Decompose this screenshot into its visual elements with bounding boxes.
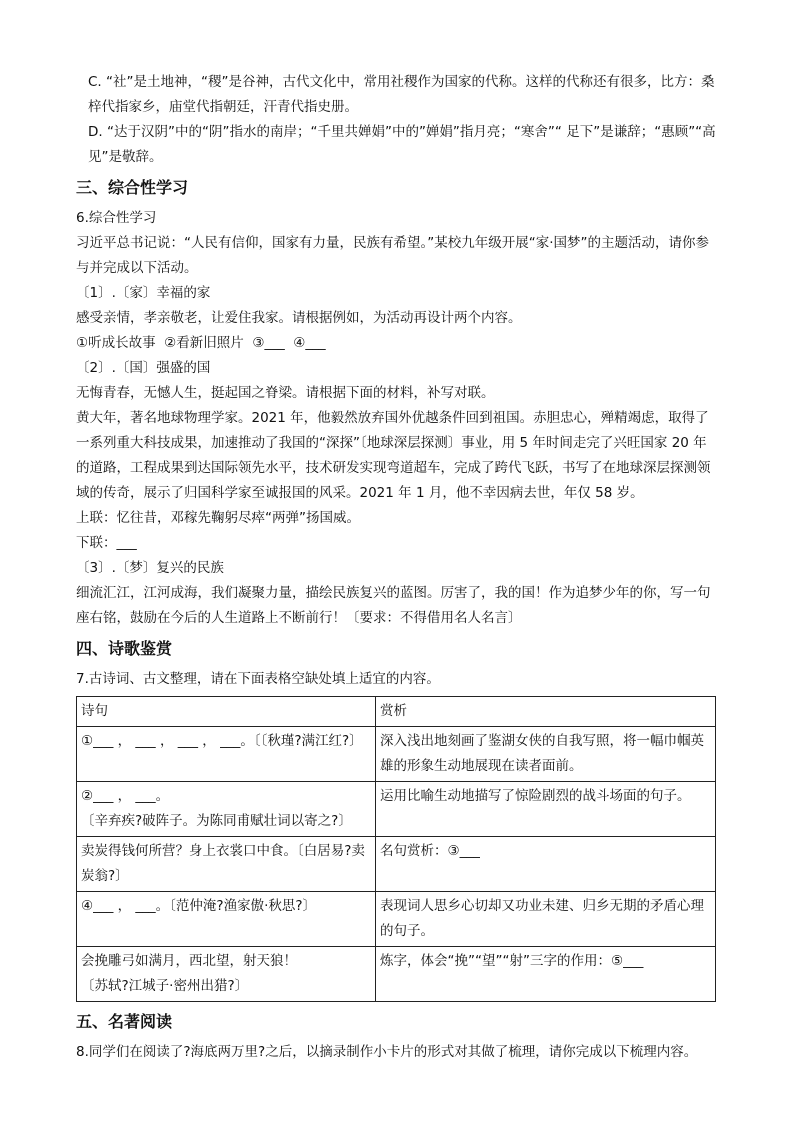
table-cell-poem: ②___ ， ___。 〔辛弃疾?破阵子。为陈同甫赋壮词以寄之?〕 [77, 782, 376, 837]
table-header-poem: 诗句 [77, 697, 376, 727]
table-row [77, 782, 716, 837]
sub2-title: 〔2〕.〔国〕强盛的国 [76, 360, 211, 376]
table-row [77, 727, 716, 782]
table-cell-poem: ①___ ， ___ ， ___ ， ___。〔〔秋瑾?满江红?〕 [77, 727, 376, 782]
sub2-text: 无悔青春，无憾人生，挺起国之脊梁。请根据下面的材料，补写对联。 [76, 385, 495, 401]
sub1-text: 感受亲情，孝亲敬老，让爱住我家。请根据例如，为活动再设计两个内容。 [76, 310, 522, 326]
q6-title: 6.综合性学习 [76, 210, 157, 226]
sub3-text: 细流汇江，江河成海，我们凝聚力量，描绘民族复兴的蓝图。厉害了，我的国！作为追梦少年的你，写一句座右铭，鼓励在今后的人生道路上不断前行！〔要求：不得借用名人名言〕 [76, 585, 711, 626]
q8-text: 8.同学们在阅读了?海底两万里?之后，以摘录制作小卡片的形式对其做了梳理，请你完成以下梳理内容。 [76, 1044, 698, 1060]
table-header-row [77, 697, 716, 727]
table-cell-analysis: 名句赏析：③___ [376, 837, 716, 892]
table-cell-analysis: 深入浅出地刻画了鉴湖女侠的自我写照，将一幅巾帼英雄的形象生动地展现在读者面前。 [376, 727, 716, 782]
couplet-up: 上联：忆往昔，邓稼先鞠躬尽瘁“两弹”扬国威。 [76, 510, 360, 526]
table-cell-analysis: 炼字，体会“挽”“望”“射”三字的作用：⑤___ [376, 947, 716, 1002]
q6-intro: 习近平总书记说：“人民有信仰，国家有力量，民族有希望。”某校九年级开展“家·国梦”的主题活动，请你参与并完成以下活动。 [76, 235, 710, 276]
couplet-down: 下联：___ [76, 535, 137, 551]
table-cell-poem: ④___ ， ___。〔范仲淹?渔家傲·秋思?〕 [77, 892, 376, 947]
table-cell-analysis: 运用比喻生动地描写了惊险剧烈的战斗场面的句子。 [376, 782, 716, 837]
option-d: D. “达于汉阴”中的“阴”指水的南岸；“千里共婵娟”中的”婵娟”指月亮；“寒舍”“ 足下”是谦辞；“惠顾”“高见”是敬辞。 [88, 124, 716, 165]
poetry-table [76, 696, 716, 1002]
table-row [77, 947, 716, 1002]
option-c: C. “社”是土地神，“稷”是谷神，古代文化中，常用社稷作为国家的代称。这样的代称还有很多，比方：桑梓代指家乡，庙堂代指朝廷，汗青代指史册。 [88, 74, 715, 115]
table-cell-poem: 卖炭得钱何所营？身上衣裳口中食。〔白居易?卖炭翁?〕 [77, 837, 376, 892]
table-row [77, 892, 716, 947]
section4-heading: 四、诗歌鉴赏 [76, 639, 173, 658]
table-cell-analysis: 表现词人思乡心切却又功业未建、归乡无期的矛盾心理的句子。 [376, 892, 716, 947]
q7-text: 7.古诗词、古文整理，请在下面表格空缺处填上适宜的内容。 [76, 671, 440, 687]
sub1-items: ①听成长故事 ②看新旧照片 ③___ ④___ [76, 335, 326, 351]
table-row [77, 837, 716, 892]
section3-heading: 三、综合性学习 [76, 178, 189, 197]
table-header-analysis: 赏析 [376, 697, 716, 727]
table-cell-poem: 会挽雕弓如满月，西北望，射天狼！ 〔苏轼?江城子·密州出猎?〕 [77, 947, 376, 1002]
sub2-material: 黄大年，著名地球物理学家。2021 年，他毅然放弃国外优越条件回到祖国。赤胆忠心，殚精竭虑，取得了一系列重大科技成果，加速推动了我国的“深探”〔地球深层探测〕事业，用 5 年时间走完了兴旺国家 20 年的道路，工程成果到达国际领先水平，技术研发实现弯道超车，完成了跨代飞跃，书写了在地球深层探测领域的传奇，展示了归国科学家至诚报国的风采。2021 年 1 月，他不幸因病去世，年仅 58 岁。 [76, 410, 711, 501]
sub3-title: 〔3〕.〔梦〕复兴的民族 [76, 560, 224, 576]
section5-heading: 五、名著阅读 [76, 1012, 173, 1031]
sub1-title: 〔1〕.〔家〕幸福的家 [76, 285, 211, 301]
